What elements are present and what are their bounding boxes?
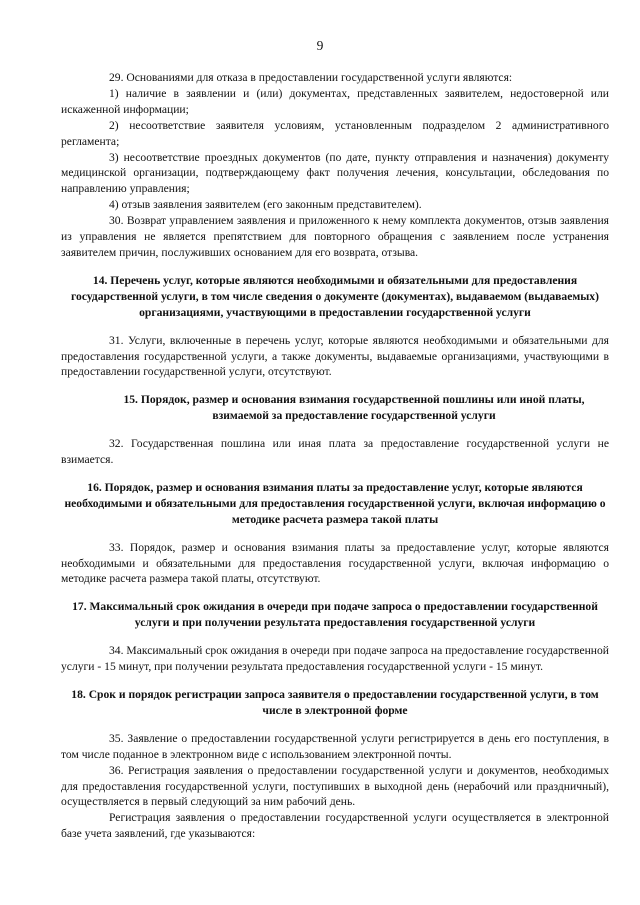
paragraph-29: 29. Основаниями для отказа в предоставлении государственной услуги являются:	[109, 71, 513, 84]
paragraph-34: 34. Максимальный срок ожидания в очереди при подаче запроса на предоставление государственной услуги - 15 минут, при получении результата предоставления государственной услуги - 15 минут.	[61, 644, 609, 674]
paragraph-29-item-4: 4) отзыв заявления заявителем (его законным представителем).	[109, 198, 422, 212]
paragraph-32: 32. Государственная пошлина или иная плата за предоставление государственной услуги не взимается.	[61, 437, 609, 467]
paragraph-36: 36. Регистрация заявления о предоставлении государственной услуги и документов, необходимых для предоставления государственной услуги, поступивших в выходной день (нерабочий или праздничный), осуществляется в первый следующий за ним рабочий день.	[61, 763, 609, 809]
section-heading-16: 16. Порядок, размер и основания взимания платы за предоставление услуг, которые являются необходимыми и обязательными для предоставления государственной услуги, включая информацию о методике расчета размера такой платы	[64, 480, 606, 526]
paragraph-35: 35. Заявление о предоставлении государственной услуги регистрируется в день его поступления, в том числе поданное в электронном виде с использованием электронной почты.	[61, 731, 609, 761]
section-heading-15: 15. Порядок, размер и основания взимания государственной пошлины или иной платы, взимаемой за предоставление государственной услуги	[123, 393, 585, 423]
section-heading-17: 17. Максимальный срок ожидания в очереди при подаче запроса о предоставлении государственной услуги и при получении результата предоставления государственной услуги	[72, 600, 598, 630]
section-heading-18: 18. Срок и порядок регистрации запроса заявителя о предоставлении государственной услуги, в том числе в электронной форме	[71, 688, 599, 717]
section-heading-14: 14. Перечень услуг, которые являются необходимыми и обязательными для предоставления государственной услуги, в том числе сведения о документе (документах), выдаваемом (выдаваемых) организациями, участвующими в предоставлении государственной услуги	[71, 273, 599, 319]
paragraph-33: 33. Порядок, размер и основания взимания платы за предоставление услуг, которые являются необходимыми и обязательными для предоставления государственной услуги, включая информацию о методике расчета размера такой платы, отсутствуют.	[61, 540, 609, 586]
paragraph-29-item-1: 1) наличие в заявлении и (или) документах, представленных заявителем, недостоверной или искаженной информации;	[61, 86, 609, 116]
paragraph-29-item-2: 2) несоответствие заявителя условиям, установленным подразделом 2 административного регламента;	[61, 118, 609, 148]
paragraph-registration: Регистрация заявления о предоставлении государственной услуги осуществляется в электронной базе учета заявлений, где указываются:	[61, 811, 609, 841]
page-number: 9	[316, 38, 324, 53]
page-content	[61, 70, 609, 842]
paragraph-31: 31. Услуги, включенные в перечень услуг, которые являются необходимыми и обязательными для предоставления государственной услуги, а также документы, выдаваемые организациями, участвующими в предоставлении государственной услуги, отсутствуют.	[61, 333, 609, 379]
paragraph-30: 30. Возврат управлением заявления и приложенного к нему комплекта документов, отзыв заявления из управления не является препятствием для повторного обращения с заявлением после устранения заявителем причин, послуживших основанием для его возврата, отзыва.	[61, 214, 609, 259]
paragraph-29-item-3: 3) несоответствие проездных документов (по дате, пункту отправления и назначения) документу медицинской организации, подтверждающему факт получения лечения, консультации, обследования по направлению управления;	[61, 150, 609, 196]
